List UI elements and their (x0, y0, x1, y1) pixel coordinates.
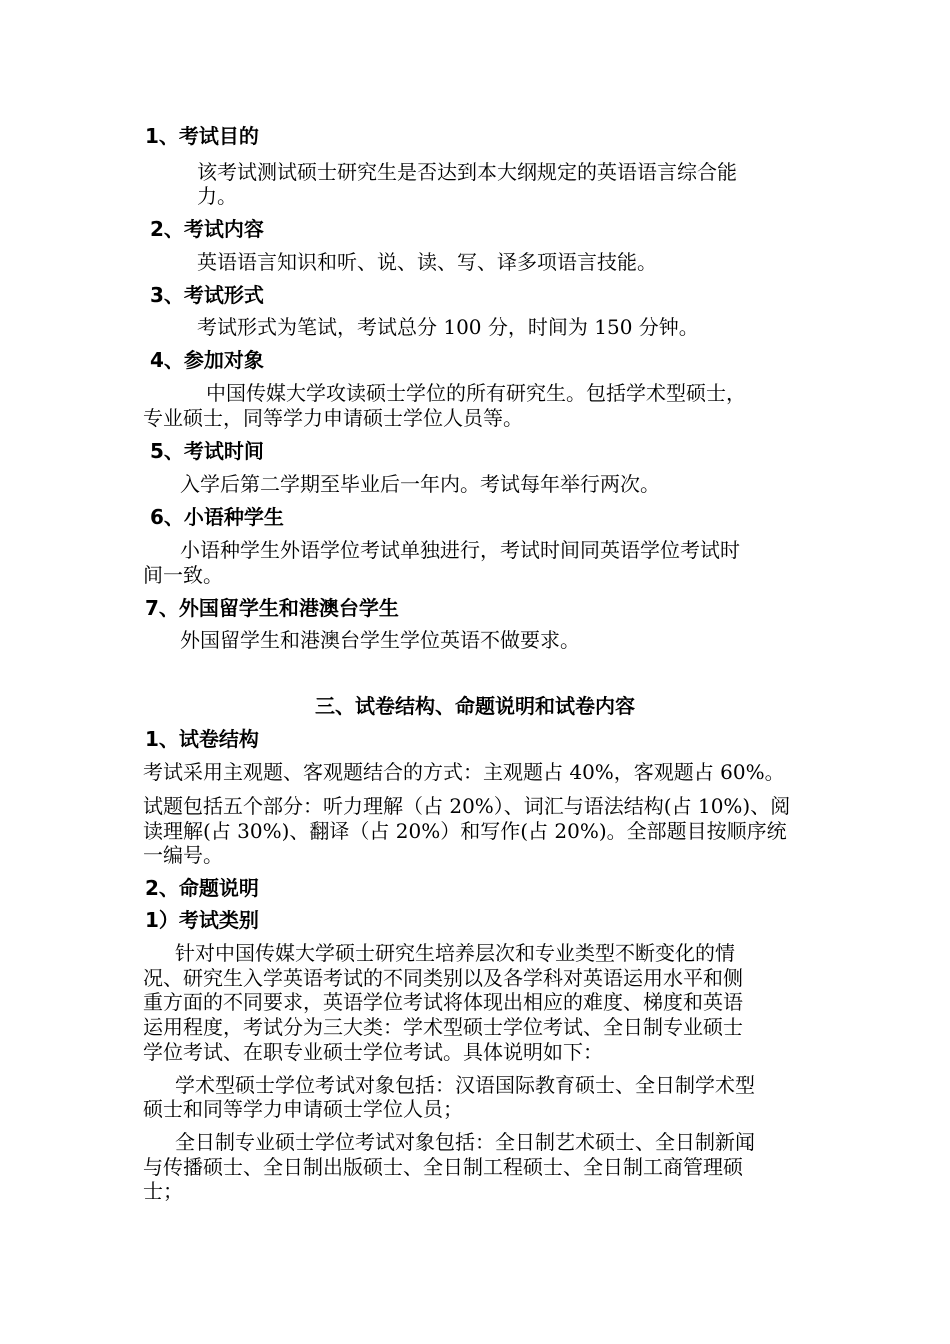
paragraph-line: 英语语言知识和听、说、读、写、译多项语言技能。 (197, 250, 657, 274)
section-heading-4: 4、参加对象 (150, 348, 264, 372)
paragraph-line: 重方面的不同要求，英语学位考试将体现出相应的难度、梯度和英语 (143, 990, 743, 1014)
paragraph-line: 针对中国传媒大学硕士研究生培养层次和专业类型不断变化的情 (175, 941, 735, 965)
paragraph-line: 该考试测试硕士研究生是否达到本大纲规定的英语语言综合能 (197, 160, 737, 184)
part-title: 三、试卷结构、命题说明和试卷内容 (315, 694, 635, 718)
paragraph-line: 力。 (197, 184, 237, 208)
paragraph-line: 中国传媒大学攻读硕士学位的所有研究生。包括学术型硕士， (206, 381, 746, 405)
item-heading-exam-category: 1）考试类别 (145, 908, 259, 932)
paragraph-line: 学术型硕士学位考试对象包括：汉语国际教育硕士、全日制学术型 (175, 1073, 755, 1097)
subsection-heading-structure: 1、试卷结构 (145, 727, 259, 751)
section-heading-5: 5、考试时间 (150, 439, 264, 463)
paragraph-line: 专业硕士，同等学力申请硕士学位人员等。 (143, 406, 523, 430)
paragraph-line: 考试形式为笔试，考试总分 100 分，时间为 150 分钟。 (197, 315, 699, 339)
paragraph-line: 小语种学生外语学位考试单独进行，考试时间同英语学位考试时 (180, 538, 740, 562)
paragraph-line: 学位考试、在职专业硕士学位考试。具体说明如下： (143, 1040, 603, 1064)
paragraph-line: 读理解(占 30%)、翻译（占 20%）和写作(占 20%)。全部题目按顺序统 (143, 819, 787, 843)
paragraph-line: 与传播硕士、全日制出版硕士、全日制工程硕士、全日制工商管理硕 (143, 1155, 743, 1179)
section-heading-7: 7、外国留学生和港澳台学生 (145, 596, 399, 620)
paragraph-line: 全日制专业硕士学位考试对象包括：全日制艺术硕士、全日制新闻 (175, 1130, 755, 1154)
section-heading-3: 3、考试形式 (150, 283, 264, 307)
paragraph-line: 硕士和同等学力申请硕士学位人员； (143, 1097, 463, 1121)
section-heading-2: 2、考试内容 (150, 217, 264, 241)
paragraph-line: 考试采用主观题、客观题结合的方式：主观题占 40%，客观题占 60%。 (143, 760, 785, 784)
paragraph-line: 士； (143, 1179, 183, 1203)
subsection-heading-proposition: 2、命题说明 (145, 876, 259, 900)
paragraph-line: 间一致。 (143, 563, 223, 587)
paragraph-line: 况、研究生入学英语考试的不同类别以及各学科对英语运用水平和侧 (143, 966, 743, 990)
section-heading-6: 6、小语种学生 (150, 505, 284, 529)
paragraph-line: 试题包括五个部分：听力理解（占 20%）、词汇与语法结构(占 10%)、阅 (143, 794, 791, 818)
section-heading-1: 1、考试目的 (145, 124, 259, 148)
paragraph-line: 一编号。 (143, 843, 223, 867)
paragraph-line: 入学后第二学期至毕业后一年内。考试每年举行两次。 (180, 472, 660, 496)
paragraph-line: 运用程度，考试分为三大类：学术型硕士学位考试、全日制专业硕士 (143, 1015, 743, 1039)
paragraph-line: 外国留学生和港澳台学生学位英语不做要求。 (180, 628, 580, 652)
